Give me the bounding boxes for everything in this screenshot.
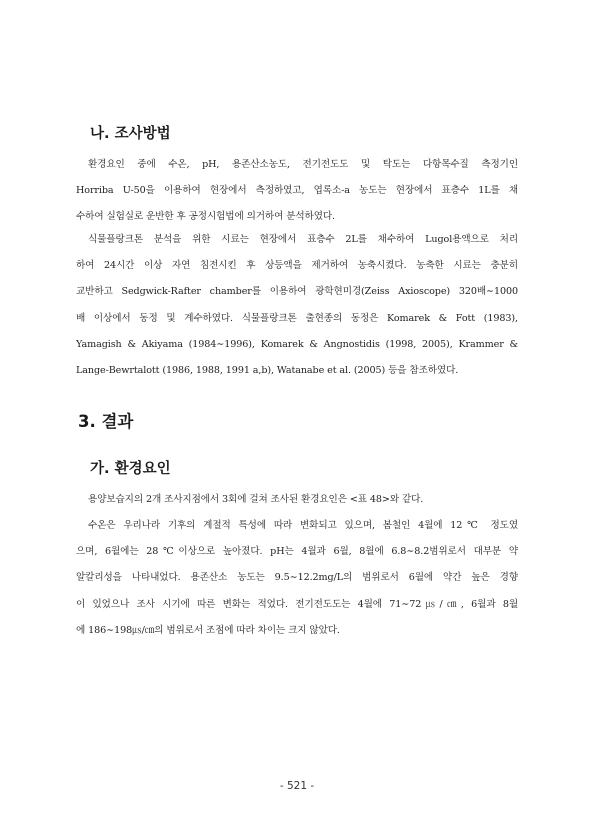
environment-paragraph-2 [76,513,518,644]
text-line: Lange-Bewrtalott (1986, 1988, 1991 a,b), Watanabe et al. (2005) 등을 참조하였다. [76,364,459,376]
text-line: 용양보습지의 2개 조사지점에서 3회에 걸쳐 조사된 환경요인은 <표 48>와 같다. [88,494,424,505]
page-number: - 521 - [279,780,315,792]
text-line: 수온은 우리나라 기후의 계절적 특성에 따라 변화되고 있으며, 봄철인 4월에 12℃ 정도였 [88,520,518,531]
text-line: 식물플랑크톤 분석을 위한 시료는 현장에서 표층수 2L를 채수하여 Lugol용액으로 처리 [88,234,518,245]
text-line: 교반하고 Sedgwick-Rafter chamber를 이용하여 광학현미경(Zeiss Axioscope) 320배∼1000 [76,286,518,298]
survey-method-paragraph-1 [76,152,518,231]
text-line: 으며, 6월에는 28℃이상으로 높아졌다. pH는 4월과 6월, 8월에 6.8∼8.2범위로서 대부분 약 [76,546,518,558]
survey-method-heading: 나. 조사방법 [90,126,171,142]
text-line: 수하여 실험실로 운반한 후 공정시험법에 의거하여 분석하였다. [76,211,336,223]
results-heading: 3. 결과 [78,412,134,431]
text-line: Horriba U-50을 이용하여 현장에서 측정하였고, 엽록소-a 농도는 현장에서 표층수 1L를 채 [76,185,518,197]
survey-method-paragraph-2 [76,227,518,384]
text-line: 에 186∼198㎲/㎝의 범위로서 조점에 따라 차이는 크지 않았다. [76,624,340,636]
text-line: Yamagish & Akiyama (1984∼1996), Komarek & Angnostidis (1998, 2005), Krammer & [76,338,518,350]
text-line: 알칼리성을 나타내었다. 용존산소 농도는 9.5∼12.2mg/L의 범위로서 6월에 약간 높은 경향 [76,572,518,584]
text-line: 환경요인 중에 수온, pH, 용존산소농도, 전기전도도 및 탁도는 다항목수질 측정기인 [88,159,518,170]
text-line: 배 이상에서 동정 및 계수하였다. 식물플랑크톤 출현종의 동정은 Komarek & Fott (1983), [76,312,518,324]
environment-factors-heading: 가. 환경요인 [90,461,171,477]
environment-paragraph-1 [76,487,518,513]
text-line: 하여 24시간 이상 자연 침전시킨 후 상등액을 제거하여 농축시켰다. 농축한 시료는 충분히 [76,260,518,272]
text-line: 이 있었으나 조사 시기에 따른 변화는 적었다. 전기전도도는 4월에 71∼72㎲/㎝, 6월과 8월 [76,598,518,610]
